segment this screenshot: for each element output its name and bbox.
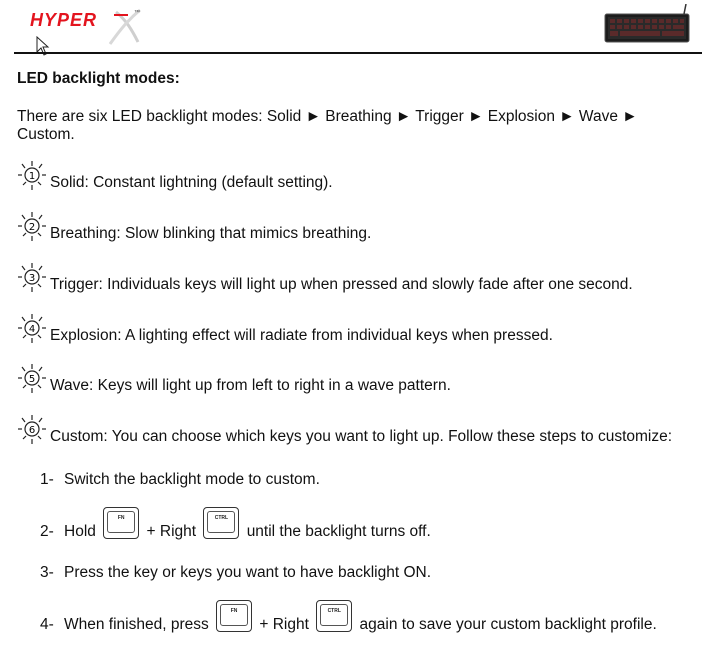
step-text-pre: Hold: [64, 523, 96, 540]
mode-number: 2: [28, 222, 36, 233]
key-legend: CTRL: [214, 515, 229, 521]
step-text-pre: When finished, press: [64, 616, 209, 633]
logo-wordmark: HYPER: [30, 10, 98, 30]
mode-description: Breathing: Slow blinking that mimics breathing.: [50, 225, 372, 242]
light-bulb-number-icon: [17, 160, 47, 192]
step-item: [40, 600, 657, 634]
step-text-post: again to save your custom backlight profile.: [359, 616, 657, 633]
mode-number: 6: [28, 425, 36, 436]
fn-key-icon: [102, 507, 140, 541]
mode-item-trigger: [17, 262, 707, 296]
step-text-mid: + Right: [146, 523, 197, 540]
mode-number: 4: [28, 324, 36, 335]
step-item: [40, 507, 431, 541]
header-divider: [14, 52, 702, 54]
fn-key-icon: [215, 600, 253, 634]
light-bulb-number-icon: [17, 262, 47, 294]
ctrl-key-icon: [315, 600, 353, 634]
step-item: [40, 471, 320, 489]
step-number: 1-: [40, 471, 54, 488]
key-legend: CTRL: [327, 608, 341, 614]
step-text: Press the key or keys you want to have backlight ON.: [64, 564, 432, 581]
step-item: [40, 564, 431, 582]
mode-item-solid: [17, 160, 707, 194]
key-legend: FN: [117, 515, 125, 521]
light-bulb-number-icon: [17, 313, 47, 345]
mode-item-custom: [17, 414, 707, 448]
mode-item-breathing: [17, 211, 707, 245]
mode-description: Wave: Keys will light up from left to right in a wave pattern.: [50, 377, 451, 394]
step-number: 4-: [40, 616, 54, 633]
step-number: 2-: [40, 523, 54, 540]
step-number: 3-: [40, 564, 54, 581]
light-bulb-number-icon: [17, 211, 47, 243]
trademark-symbol: ™: [134, 10, 140, 16]
mode-description: Custom: You can choose which keys you want to light up. Follow these steps to customize:: [50, 428, 673, 445]
step-text-post: until the backlight turns off.: [246, 523, 431, 540]
intro-paragraph: There are six LED backlight modes: Solid ► Breathing ► Trigger ► Explosion ► Wave ► Custom.: [17, 108, 638, 143]
step-text-mid: + Right: [259, 616, 309, 633]
mode-item-wave: [17, 363, 707, 397]
mode-number: 3: [28, 273, 36, 284]
step-text: Switch the backlight mode to custom.: [64, 471, 320, 488]
mode-description: Solid: Constant lightning (default setting).: [50, 174, 333, 191]
mode-item-explosion: [17, 313, 707, 347]
light-bulb-number-icon: [17, 414, 47, 446]
key-legend: FN: [230, 608, 238, 614]
keyboard-photo: [604, 4, 690, 44]
mode-description: Trigger: Individuals keys will light up when pressed and slowly fade after one second.: [50, 276, 633, 293]
ctrl-key-icon: [202, 507, 240, 541]
mode-description: Explosion: A lighting effect will radiate from individual keys when pressed.: [50, 327, 553, 344]
mode-number: 1: [28, 171, 36, 182]
mode-number: 5: [28, 374, 36, 385]
light-bulb-number-icon: [17, 363, 47, 395]
section-heading: LED backlight modes:: [17, 70, 180, 87]
page-header: [0, 0, 712, 56]
